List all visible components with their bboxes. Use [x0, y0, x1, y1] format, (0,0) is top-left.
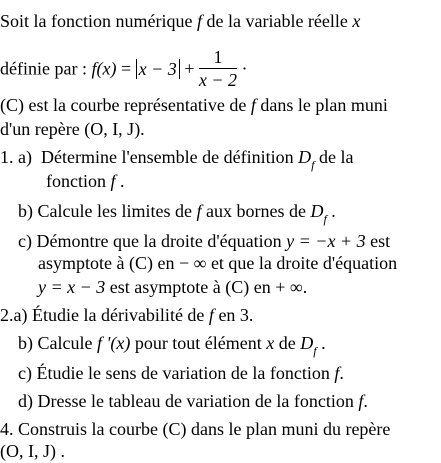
question-text: pour tout élément — [130, 333, 267, 353]
intro-line-4 — [0, 118, 145, 140]
question-text: . — [339, 363, 344, 383]
question-letter: c) — [18, 231, 32, 251]
question-text: de la — [314, 147, 354, 167]
domain-subscript: f — [313, 344, 317, 358]
domain-symbol: D — [298, 147, 312, 167]
q2b-line — [18, 332, 326, 356]
question-letter: d) — [18, 391, 33, 411]
plus-sign: + — [179, 58, 199, 79]
function-name: f — [196, 201, 202, 221]
function-name: f — [358, 391, 364, 411]
question-text: Calcule — [37, 333, 97, 353]
question-number: 2.a) — [0, 305, 28, 325]
intro-line-2 — [0, 48, 248, 93]
q4-line-2 — [0, 440, 65, 462]
question-number: 4. — [0, 419, 14, 439]
definition-label: définie par : — [0, 58, 92, 79]
function-name: f — [110, 171, 116, 191]
intro-text: de la variable réelle — [201, 11, 353, 31]
question-text: . — [316, 333, 326, 353]
domain-subscript: f — [323, 212, 327, 226]
question-text: est asymptote à (C) en + ∞. — [105, 277, 308, 297]
question-text: asymptote à (C) en − ∞ et que la droite d'équation — [38, 253, 398, 273]
q1a-line-1 — [0, 146, 353, 170]
q1c-line-2 — [38, 252, 397, 274]
intro-text: Soit la fonction numérique — [0, 11, 197, 31]
question-text: Construis la courbe (C) dans le plan muni du repère — [18, 419, 391, 439]
fraction-denominator: x − 2 — [198, 70, 238, 90]
q1a-line-2 — [46, 170, 125, 192]
domain-subscript: f — [311, 158, 315, 172]
question-letter: b) — [18, 201, 33, 221]
function-name: f — [250, 95, 256, 115]
asymptote-equation: y = −x + 3 — [286, 231, 366, 251]
equals-sign: = — [116, 58, 136, 79]
domain-symbol: D — [300, 333, 314, 353]
question-text: (O, I, J) . — [0, 441, 65, 461]
intro-line-1 — [0, 10, 360, 32]
question-text: Étudie le sens de variation de la fonction — [36, 363, 335, 383]
function-name: f — [208, 305, 214, 325]
intro-text: dans le plan muni — [255, 95, 388, 115]
question-text: en 3. — [213, 305, 254, 325]
q2c-line — [18, 362, 344, 384]
intro-text: d'un repère (O, I, J). — [0, 119, 145, 139]
intro-text: (C) est la courbe représentative de — [0, 95, 251, 115]
question-text: Calcule les limites de — [37, 201, 197, 221]
q1b-line — [18, 200, 336, 224]
fraction-term — [199, 46, 237, 91]
question-text: Détermine l'ensemble de définition — [40, 147, 299, 167]
question-text: . — [115, 171, 125, 191]
question-text: Démontre que la droite d'équation — [36, 231, 287, 251]
function-name: f — [334, 363, 340, 383]
fx-expression: f(x) — [91, 58, 117, 79]
question-text: Dresse le tableau de variation de la fonction — [37, 391, 359, 411]
q4-line-1 — [0, 418, 390, 440]
q2a-line — [0, 304, 253, 326]
function-name: f — [196, 11, 202, 31]
q1c-line-3 — [38, 276, 307, 298]
intro-line-3 — [0, 94, 388, 116]
absolute-value-term: x − 3 — [136, 59, 180, 79]
variable-name: x — [266, 333, 275, 353]
question-text: est — [365, 231, 391, 251]
question-letter: b) — [18, 333, 33, 353]
question-text: aux bornes de — [201, 201, 311, 221]
question-text: de — [274, 333, 301, 353]
question-number: 1. a) — [0, 147, 32, 167]
question-text: . — [363, 391, 368, 411]
question-text: fonction — [46, 171, 111, 191]
q1c-line-1 — [18, 230, 390, 252]
domain-symbol: D — [310, 201, 324, 221]
fraction-numerator: 1 — [199, 46, 237, 69]
q2d-line — [18, 390, 368, 412]
asymptote-equation: y = x − 3 — [38, 277, 106, 297]
end-dot: · — [237, 58, 248, 79]
variable-name: x — [352, 11, 361, 31]
question-text: . — [326, 201, 336, 221]
question-text: Étudie la dérivabilité de — [31, 305, 209, 325]
question-letter: c) — [18, 363, 32, 383]
derivative-expression: f '(x) — [96, 333, 131, 353]
